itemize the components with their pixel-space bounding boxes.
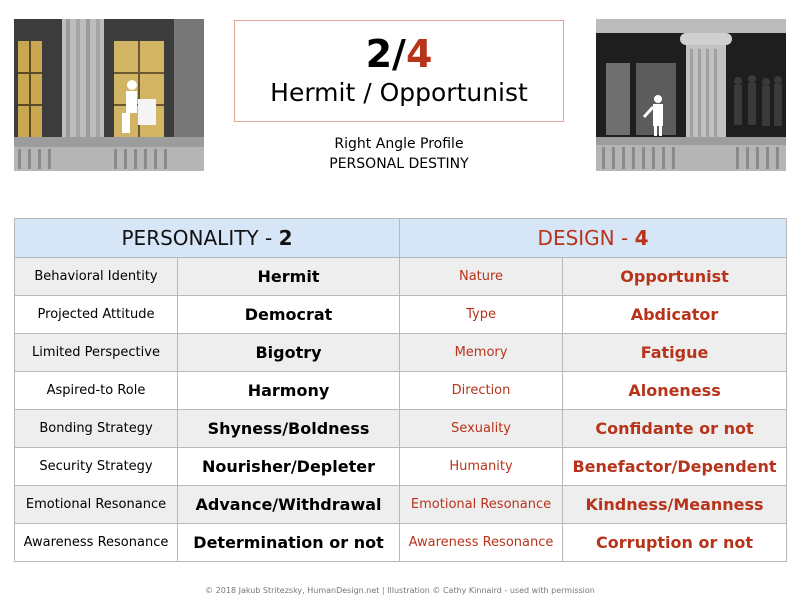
table-row bbox=[15, 448, 787, 486]
design-value: Fatigue bbox=[563, 334, 787, 372]
design-attribute: Memory bbox=[400, 334, 563, 372]
design-number: 4 bbox=[405, 32, 433, 76]
design-header-label: DESIGN - bbox=[537, 226, 635, 250]
design-value: Opportunist bbox=[563, 258, 787, 296]
table-header-row bbox=[15, 219, 787, 258]
table-row bbox=[15, 334, 787, 372]
design-value: Benefactor/Dependent bbox=[563, 448, 787, 486]
copyright-footer: © 2018 Jakub Stritezsky, HumanDesign.net | Illustration © Cathy Kinnaird - used with permission bbox=[205, 586, 595, 595]
personality-value: Hermit bbox=[178, 258, 400, 296]
design-value: Aloneness bbox=[563, 372, 787, 410]
design-value: Kindness/Meanness bbox=[563, 486, 787, 524]
personality-header bbox=[15, 219, 400, 258]
opportunist-illustration bbox=[596, 19, 786, 171]
table-row bbox=[15, 258, 787, 296]
personality-attribute: Bonding Strategy bbox=[15, 410, 178, 448]
design-value: Corruption or not bbox=[563, 524, 787, 562]
table-row bbox=[15, 372, 787, 410]
profile-title-box bbox=[234, 20, 564, 122]
design-attribute: Nature bbox=[400, 258, 563, 296]
design-value: Confidante or not bbox=[563, 410, 787, 448]
profile-fraction bbox=[235, 34, 563, 74]
personality-attribute: Security Strategy bbox=[15, 448, 178, 486]
profile-name: Hermit / Opportunist bbox=[270, 78, 528, 107]
personality-attribute: Projected Attitude bbox=[15, 296, 178, 334]
table-row bbox=[15, 486, 787, 524]
design-attribute: Awareness Resonance bbox=[400, 524, 563, 562]
design-attribute: Sexuality bbox=[400, 410, 563, 448]
personality-value: Advance/Withdrawal bbox=[178, 486, 400, 524]
design-attribute: Type bbox=[400, 296, 563, 334]
design-attribute: Direction bbox=[400, 372, 563, 410]
personality-header-label: PERSONALITY - bbox=[121, 226, 279, 250]
design-header bbox=[400, 219, 787, 258]
personality-header-number: 2 bbox=[278, 226, 293, 250]
profile-table bbox=[14, 218, 787, 562]
personality-value: Harmony bbox=[178, 372, 400, 410]
profile-destiny: PERSONAL DESTINY bbox=[329, 156, 469, 172]
personality-number: 2/ bbox=[365, 32, 406, 76]
personality-attribute: Behavioral Identity bbox=[15, 258, 178, 296]
personality-attribute: Emotional Resonance bbox=[15, 486, 178, 524]
design-attribute: Humanity bbox=[400, 448, 563, 486]
personality-value: Democrat bbox=[178, 296, 400, 334]
personality-value: Shyness/Boldness bbox=[178, 410, 400, 448]
design-header-number: 4 bbox=[634, 226, 649, 250]
design-value: Abdicator bbox=[563, 296, 787, 334]
personality-value: Nourisher/Depleter bbox=[178, 448, 400, 486]
hermit-illustration bbox=[14, 19, 204, 171]
table-row bbox=[15, 296, 787, 334]
profile-type: Right Angle Profile bbox=[334, 136, 464, 152]
personality-attribute: Awareness Resonance bbox=[15, 524, 178, 562]
personality-attribute: Limited Perspective bbox=[15, 334, 178, 372]
personality-value: Bigotry bbox=[178, 334, 400, 372]
table-row bbox=[15, 410, 787, 448]
personality-value: Determination or not bbox=[178, 524, 400, 562]
table-row bbox=[15, 524, 787, 562]
design-attribute: Emotional Resonance bbox=[400, 486, 563, 524]
personality-attribute: Aspired-to Role bbox=[15, 372, 178, 410]
